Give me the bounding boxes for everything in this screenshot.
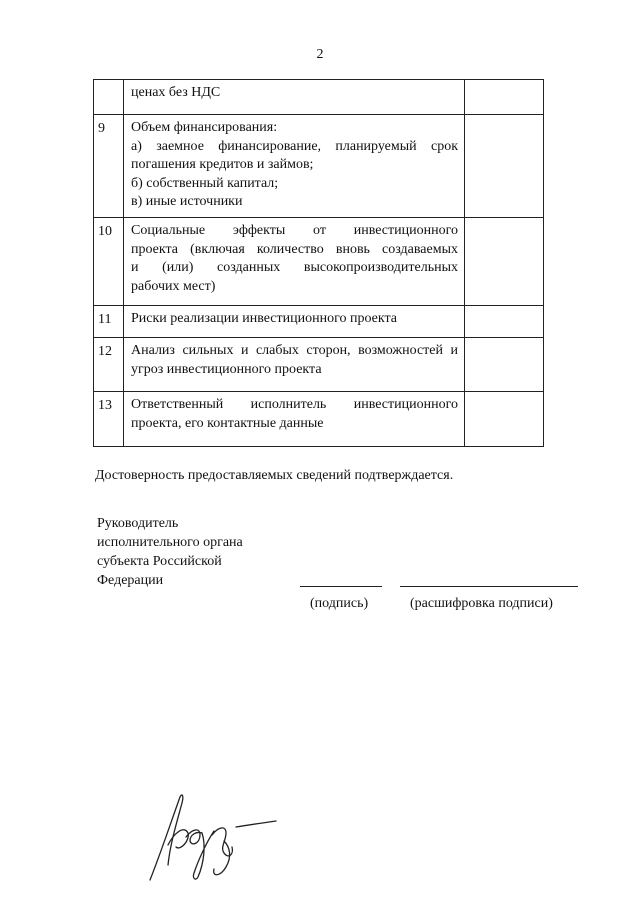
row-number: 10 <box>94 218 124 306</box>
row-text-line: Анализ сильных и слабых сторон, возможностей и <box>131 343 458 358</box>
row-number: 11 <box>94 306 124 338</box>
signer-title-line: исполнительного органа <box>97 535 243 550</box>
row-text-line: проекта (включая количество вновь создаваемых <box>131 241 458 257</box>
investment-project-table <box>93 79 544 447</box>
signer-title-line: Федерации <box>97 573 164 588</box>
row-description <box>124 306 465 338</box>
confirmation-statement: Достоверность предоставляемых сведений подтверждается. <box>95 468 454 483</box>
row-text-line: и (или) созданных высокопроизводительных <box>131 260 458 275</box>
row-description <box>124 392 465 447</box>
row-description <box>124 115 465 218</box>
signature-caption: (подпись) <box>310 596 369 611</box>
table-row <box>94 218 544 306</box>
row-value-cell <box>465 306 544 338</box>
decoding-line <box>400 586 578 587</box>
row-description <box>124 338 465 392</box>
table-row <box>94 392 544 447</box>
row-text-line: угроз инвестиционного проекта <box>131 361 322 377</box>
signer-title-line: Руководитель <box>97 516 179 531</box>
row-number <box>94 80 124 115</box>
row-text-line: погашения кредитов и займов; <box>131 157 314 172</box>
handwritten-signature <box>140 785 280 885</box>
table-row <box>94 80 544 115</box>
row-value-cell <box>465 338 544 392</box>
row-text-line: а) заемное финансирование, планируемый срок <box>131 138 458 154</box>
row-value-cell <box>465 218 544 306</box>
row-number: 12 <box>94 338 124 392</box>
row-number: 13 <box>94 392 124 447</box>
row-text-line: Объем финансирования: <box>131 120 278 135</box>
row-number: 9 <box>94 115 124 218</box>
row-text-line: ценах без НДС <box>131 85 221 100</box>
row-text-line: Социальные эффекты от инвестиционного <box>131 223 458 238</box>
table-row <box>94 338 544 392</box>
decoding-caption: (расшифровка подписи) <box>410 596 553 611</box>
row-description <box>124 80 465 115</box>
row-text-line: рабочих мест) <box>131 278 216 294</box>
row-value-cell <box>465 80 544 115</box>
row-value-cell <box>465 115 544 218</box>
row-text-line: Ответственный исполнитель инвестиционного <box>131 397 458 412</box>
page-number: 2 <box>316 47 324 62</box>
signature-line <box>300 586 382 587</box>
row-text-line: проекта, его контактные данные <box>131 415 324 431</box>
signer-title-line: субъекта Российской <box>97 554 222 569</box>
row-value-cell <box>465 392 544 447</box>
table-row <box>94 306 544 338</box>
signer-title <box>97 514 243 590</box>
row-text-line: б) собственный капитал; <box>131 175 279 191</box>
row-description <box>124 218 465 306</box>
row-text-line: Риски реализации инвестиционного проекта <box>131 311 397 326</box>
table-row <box>94 115 544 218</box>
row-text-line: в) иные источники <box>131 194 243 209</box>
